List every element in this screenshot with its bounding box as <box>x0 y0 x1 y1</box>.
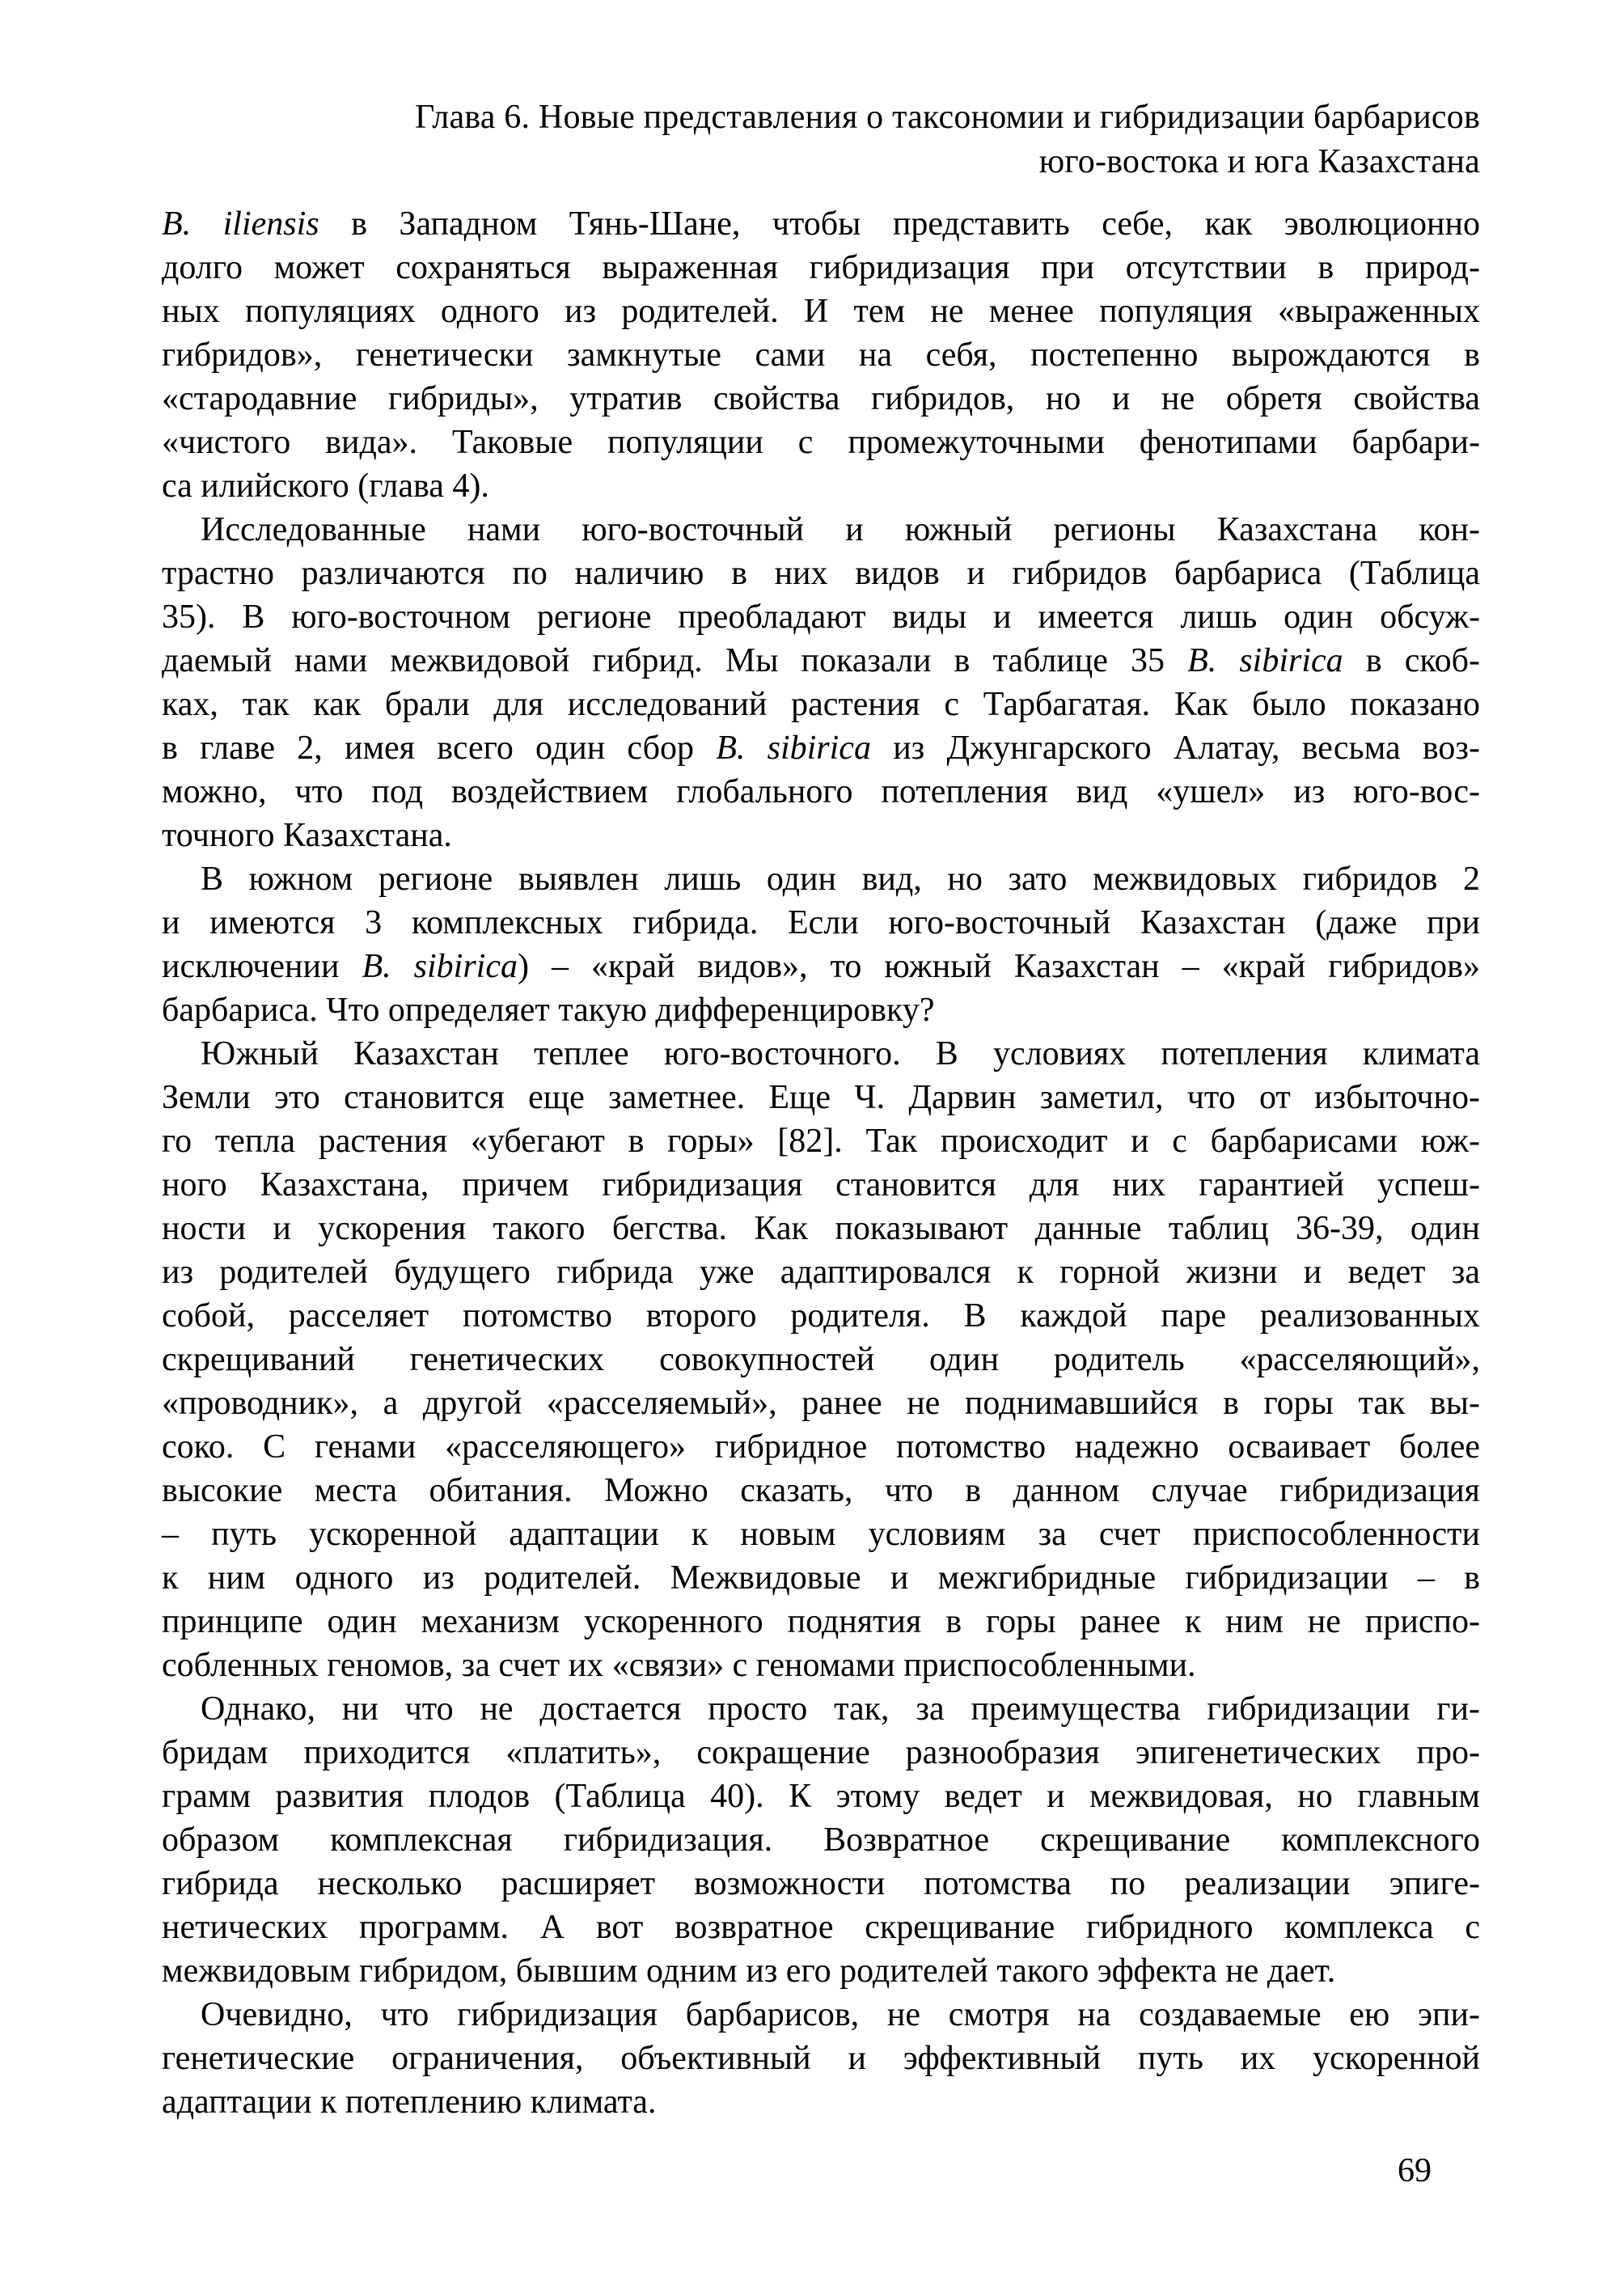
text-segment: «проводник», а другой «расселяемый», ранее не поднимавшийся в горы так вы- <box>162 1385 1480 1422</box>
paragraph <box>162 1032 1480 1687</box>
text-segment: высокие места обитания. Можно сказать, что в данном случае гибридизация <box>162 1472 1480 1509</box>
text-line <box>162 508 1480 552</box>
text-segment: В южном регионе выявлен лишь один вид, но зато межвидовых гибридов 2 <box>201 861 1480 898</box>
text-line <box>162 945 1480 988</box>
text-line <box>162 595 1480 639</box>
text-line <box>162 1163 1480 1207</box>
text-segment: в главе 2, имея всего один сбор <box>162 730 717 767</box>
text-line <box>162 1862 1480 1906</box>
text-segment: ных популяциях одного из родителей. И тем не менее популяция «выраженных <box>162 293 1480 330</box>
text-segment: и имеются 3 комплексных гибрида. Если юго-восточный Казахстан (даже при <box>162 904 1480 941</box>
text-segment: бридам приходится «платить», сокращение разнообразия эпигенетических про- <box>162 1734 1480 1771</box>
text-segment: Однако, ни что не достается просто так, за преимущества гибридизации ги- <box>201 1690 1480 1728</box>
text-line <box>162 421 1480 464</box>
text-segment: «чистого вида». Таковые популяции с промежуточными фенотипами барбари- <box>162 424 1480 461</box>
text-segment: нетических программ. А вот возвратное скрещивание гибридного комплекса с <box>162 1909 1480 1946</box>
text-segment: го тепла растения «убегают в горы» [82]. Так происходит и с барбарисами юж- <box>162 1123 1480 1160</box>
text-line <box>162 1425 1480 1469</box>
text-segment: гибрида несколько расширяет возможности потомства по реализации эпиге- <box>162 1865 1480 1902</box>
text-segment: Южный Казахстан теплее юго-восточного. В условиях потепления климата <box>201 1035 1480 1072</box>
text-segment: «стародавние гибриды», утратив свойства гибридов, но и не обретя свойства <box>162 380 1480 417</box>
text-line <box>162 1818 1480 1862</box>
text-line <box>162 2080 1480 2124</box>
text-line <box>162 639 1480 683</box>
text-segment: в Западном Тянь-Шане, чтобы представить себе, как эволюционно <box>319 205 1480 243</box>
text-line <box>162 1512 1480 1556</box>
text-line <box>162 333 1480 377</box>
text-segment: скрещиваний генетических совокупностей один родитель «расселяющий», <box>162 1341 1480 1378</box>
text-line <box>162 901 1480 945</box>
paragraph <box>162 1687 1480 1993</box>
species-name-italic: B. sibirica <box>362 948 518 985</box>
text-line <box>162 1381 1480 1425</box>
text-segment: соко. С генами «расселяющего» гибридное потомство надежно осваивает более <box>162 1428 1480 1466</box>
text-line <box>162 464 1480 508</box>
text-line <box>162 246 1480 290</box>
paragraph <box>162 508 1480 857</box>
text-line <box>162 1338 1480 1381</box>
body-text <box>162 202 1480 2124</box>
chapter-header-line1: Глава 6. Новые представления о таксономии и гибридизации барбарисов <box>414 99 1480 136</box>
text-segment: барбариса. Что определяет такую дифференцировку? <box>162 992 935 1029</box>
text-line <box>162 1906 1480 1949</box>
text-segment: долго может сохраняться выраженная гибридизация при отсутствии в природ- <box>162 249 1480 286</box>
text-segment: гибридов», генетически замкнутые сами на себя, постепенно вырождаются в <box>162 336 1480 374</box>
text-segment: можно, что под воздействием глобального потепления вид «ушел» из юго-вос- <box>162 773 1480 810</box>
paragraph <box>162 857 1480 1032</box>
text-segment: адаптации к потеплению климата. <box>162 2084 657 2121</box>
text-segment: собой, расселяет потомство второго родителя. В каждой паре реализованных <box>162 1297 1480 1335</box>
species-name-italic: B. sibirica <box>1187 642 1343 679</box>
text-segment: из Джунгарского Алатау, весьма воз- <box>870 730 1480 767</box>
text-line <box>162 1600 1480 1644</box>
species-name-italic: B. sibirica <box>716 730 871 767</box>
text-segment: собленных геномов, за счет их «связи» с геномами приспособленными. <box>162 1647 1196 1684</box>
text-line <box>162 1294 1480 1338</box>
paragraph <box>162 202 1480 508</box>
text-segment: грамм развития плодов (Таблица 40). К этому ведет и межвидовая, но главным <box>162 1778 1480 1815</box>
text-line <box>162 1556 1480 1600</box>
text-segment: ках, так как брали для исследований растения с Тарбагатая. Как было показано <box>162 686 1480 723</box>
text-line <box>162 1731 1480 1775</box>
chapter-header-line2: юго-востока и юга Казахстана <box>1038 143 1480 180</box>
text-line <box>162 290 1480 333</box>
text-line <box>162 1207 1480 1250</box>
text-line <box>162 1644 1480 1687</box>
text-line <box>162 988 1480 1032</box>
text-line <box>162 1032 1480 1076</box>
text-segment: ) – «край видов», то южный Казахстан – «край гибридов» <box>517 948 1480 985</box>
text-segment: – путь ускоренной адаптации к новым условиям за счет приспособленности <box>162 1516 1480 1553</box>
text-segment: к ним одного из родителей. Межвидовые и межгибридные гибридизации – в <box>162 1559 1480 1597</box>
text-line <box>162 726 1480 770</box>
text-line <box>162 1993 1480 2037</box>
text-segment: генетические ограничения, объективный и эффективный путь их ускоренной <box>162 2040 1480 2077</box>
text-segment: ного Казахстана, причем гибридизация становится для них гарантией успеш- <box>162 1166 1480 1204</box>
text-segment: принципе один механизм ускоренного поднятия в горы ранее к ним не приспо- <box>162 1603 1480 1640</box>
text-line <box>162 1775 1480 1818</box>
text-line <box>162 683 1480 726</box>
text-segment: в скоб- <box>1343 642 1480 679</box>
text-segment: са илийского (глава 4). <box>162 467 489 505</box>
text-line <box>162 1119 1480 1163</box>
text-line <box>162 1687 1480 1731</box>
text-segment: даемый нами межвидовой гибрид. Мы показали в таблице 35 <box>162 642 1188 679</box>
text-line <box>162 377 1480 421</box>
text-segment: межвидовым гибридом, бывшим одним из его родителей такого эффекта не дает. <box>162 1952 1336 1990</box>
chapter-header <box>162 95 1480 184</box>
text-line <box>162 202 1480 246</box>
text-line <box>162 1949 1480 1993</box>
text-segment: 35). В юго-восточном регионе преобладают виды и имеется лишь один обсуж- <box>162 599 1480 636</box>
text-line <box>162 1250 1480 1294</box>
text-line <box>162 857 1480 901</box>
text-line <box>162 1469 1480 1512</box>
text-segment: точного Казахстана. <box>162 817 452 854</box>
species-name-italic: B. iliensis <box>162 205 319 243</box>
text-segment: Земли это становится еще заметнее. Еще Ч. Дарвин заметил, что от избыточно- <box>162 1079 1480 1116</box>
text-line <box>162 552 1480 595</box>
text-segment: трастно различаются по наличию в них видов и гибридов барбариса (Таблица <box>162 555 1480 592</box>
text-segment: ности и ускорения такого бегства. Как показывают данные таблиц 36-39, один <box>162 1210 1480 1247</box>
text-segment: Очевидно, что гибридизация барбарисов, не смотря на создаваемые ею эпи- <box>201 1996 1480 2033</box>
text-line <box>162 1076 1480 1119</box>
text-segment: исключении <box>162 948 362 985</box>
page-number: 69 <box>1398 2152 1432 2189</box>
text-segment: Исследованные нами юго-восточный и южный регионы Казахстана кон- <box>201 511 1480 548</box>
text-line <box>162 2037 1480 2080</box>
paragraph <box>162 1993 1480 2124</box>
text-line <box>162 814 1480 857</box>
text-segment: из родителей будущего гибрида уже адаптировался к горной жизни и ведет за <box>162 1254 1480 1291</box>
text-segment: образом комплексная гибридизация. Возвратное скрещивание комплексного <box>162 1821 1480 1859</box>
text-line <box>162 770 1480 814</box>
